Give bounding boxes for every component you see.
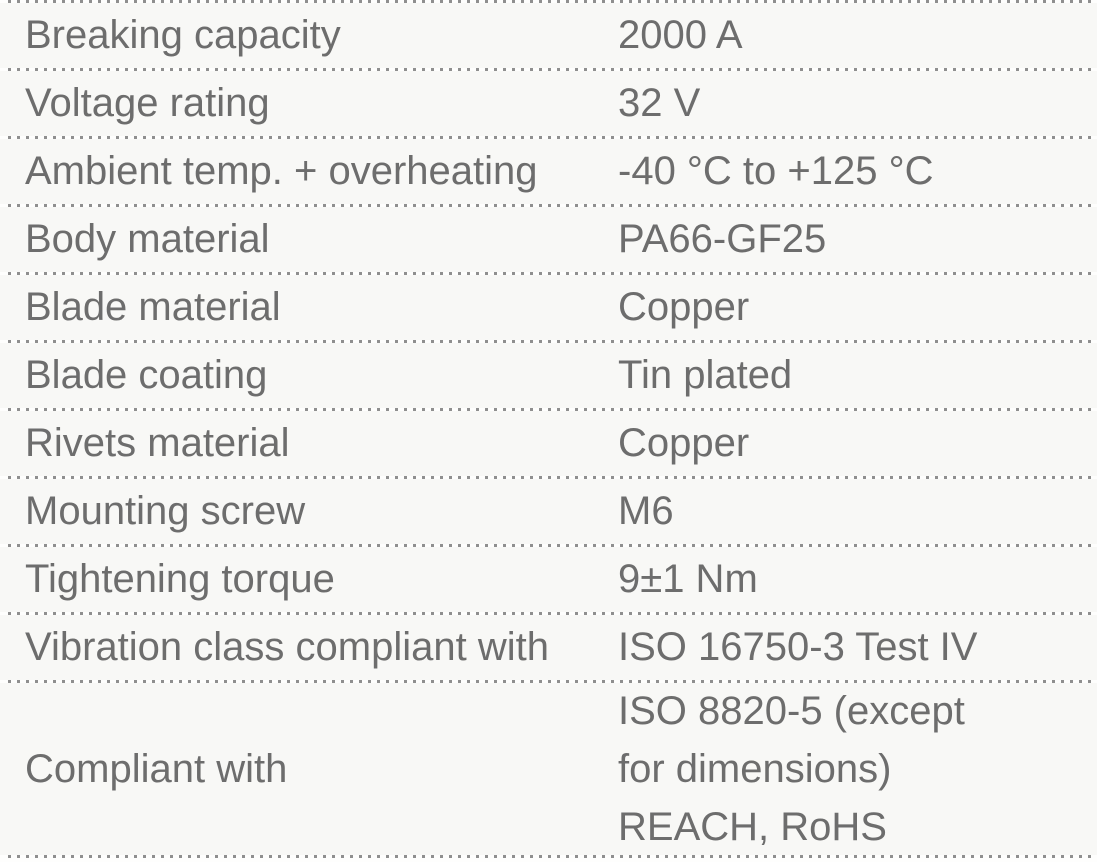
spec-value [618, 217, 1097, 262]
spec-value-line: ISO 16750-3 Test IV [618, 625, 978, 669]
spec-value [618, 285, 1097, 330]
spec-label: Rivets material [25, 421, 290, 465]
spec-label: Tightening torque [25, 557, 335, 601]
table-row [0, 615, 1097, 680]
spec-label: Body material [25, 217, 270, 261]
spec-value [618, 557, 1097, 602]
spec-value [618, 489, 1097, 534]
spec-label: Compliant with [25, 746, 288, 791]
spec-label: Breaking capacity [25, 13, 341, 57]
row-divider [8, 855, 1097, 858]
spec-value [618, 625, 1097, 670]
spec-value-line: 2000 A [618, 13, 743, 57]
table-row [0, 139, 1097, 204]
spec-value-line: REACH, RoHS [618, 805, 887, 849]
spec-label: Ambient temp. + overheating [25, 149, 538, 193]
spec-value-line: M6 [618, 489, 674, 533]
spec-value [618, 682, 1097, 856]
spec-label: Voltage rating [25, 81, 270, 125]
table-row [0, 683, 1097, 855]
spec-value-line: ISO 8820-5 (except [618, 689, 965, 733]
table-row [0, 343, 1097, 408]
spec-value-line: 32 V [618, 81, 701, 125]
table-row [0, 71, 1097, 136]
spec-value [618, 13, 1097, 58]
spec-value-line: -40 °C to +125 °C [618, 149, 934, 193]
spec-value-line: Copper [618, 285, 750, 329]
table-row [0, 3, 1097, 68]
spec-value-line: Tin plated [618, 353, 793, 397]
table-row [0, 547, 1097, 612]
spec-value [618, 81, 1097, 126]
spec-value [618, 421, 1097, 466]
spec-label: Blade coating [25, 353, 268, 397]
spec-label: Blade material [25, 285, 281, 329]
spec-label: Vibration class compliant with [25, 625, 549, 669]
table-row [0, 275, 1097, 340]
spec-label: Mounting screw [25, 489, 306, 533]
spec-value-line: for dimensions) [618, 747, 892, 791]
table-row [0, 479, 1097, 544]
spec-value-line: Copper [618, 421, 750, 465]
spec-value [618, 149, 1097, 194]
table-row [0, 411, 1097, 476]
spec-value [618, 353, 1097, 398]
spec-value-line: 9±1 Nm [618, 557, 758, 601]
table-row [0, 207, 1097, 272]
spec-value-line: PA66-GF25 [618, 217, 827, 261]
